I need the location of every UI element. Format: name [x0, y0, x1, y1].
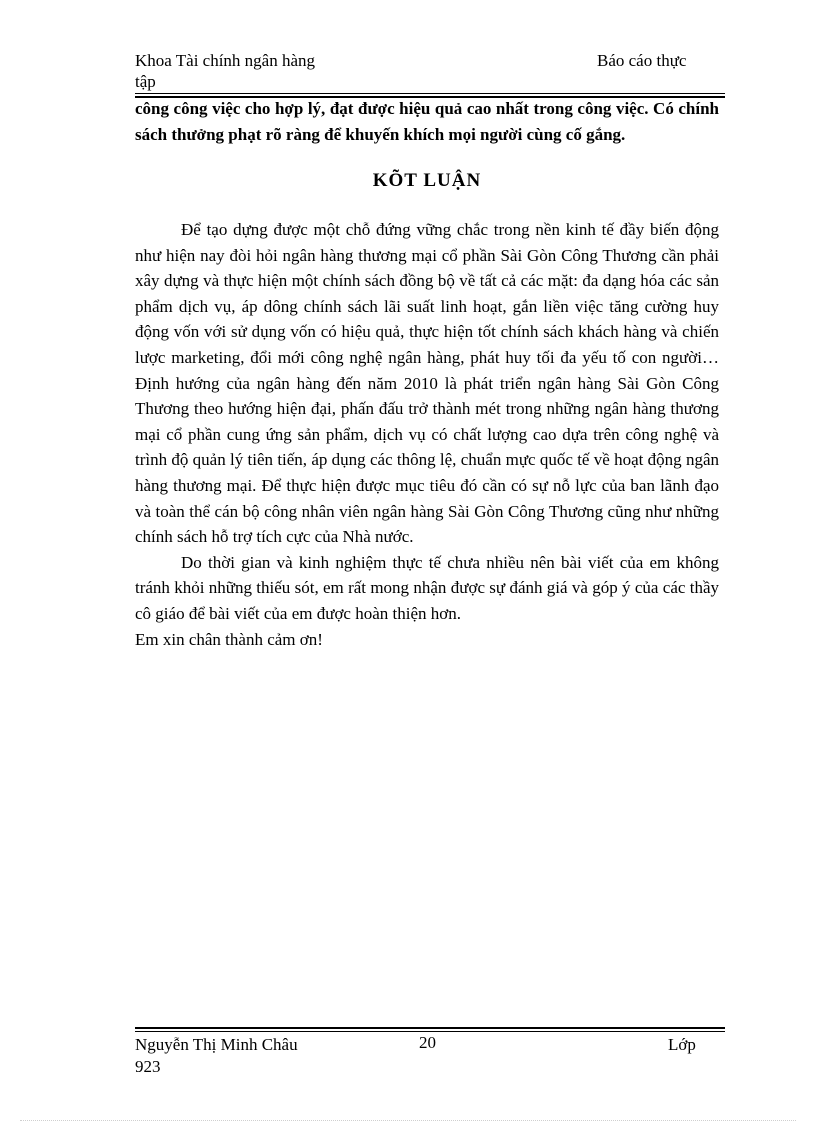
body-content — [135, 217, 719, 652]
footer-rule-top — [135, 1027, 725, 1029]
footer-author: Nguyễn Thị Minh Châu — [135, 1035, 298, 1054]
page-number: 20 — [419, 1033, 436, 1052]
header-rule-top — [135, 93, 725, 94]
header-left-line1: Khoa Tài chính ngân hàng — [135, 51, 316, 70]
section-title: KÕT LUẬN — [372, 170, 482, 191]
footer-right: Lớp — [668, 1035, 696, 1054]
header-left-line2: tập — [135, 72, 156, 91]
intro-paragraph: công công việc cho hợp lý, đạt được hiệu quả cao nhất trong công việc. Có chính sách thưởng phạt rõ ràng để khuyến khích mọi người cùng cố gắng. — [135, 99, 719, 144]
closing-line: Em xin chân thành cảm ơn! — [135, 629, 323, 649]
conclusion-paragraph-2: Do thời gian và kinh nghiệm thực tế chưa nhiều nên bài viết của em không tránh khỏi những thiếu sót, em rất mong nhận được sự đánh giá và góp ý của các thầy cô giáo để bài viết của em được hoàn thiện hơn. — [135, 552, 719, 623]
header-right: Báo cáo thực — [597, 51, 687, 70]
conclusion-paragraph-1: Để tạo dựng được một chỗ đứng vững chắc trong nền kinh tế đầy biến động như hiện nay đòi hỏi ngân hàng thương mại cổ phần Sài Gòn Công Thương cần phải xây dựng và thực hiện một chính sách đồng bộ về tất cả các mặt: đa dạng hóa các sản phẩm dịch vụ, áp dông chính sách lãi suất linh hoạt, gắn liền việc tăng cường huy động vốn với sử dụng vốn có hiệu quả, thực hiện tốt chính sách khách hàng và chiến lược marketing, đổi mới công nghệ ngân hàng, phát huy tối đa yếu tố con người…Định hướng của ngân hàng đến năm 2010 là phát triển ngân hàng Sài Gòn Công Thương theo hướng hiện đại, phấn đấu trở thành mét trong những ngân hàng thương mại cổ phần cung ứng sản phẩm, dịch vụ có chất lượng cao dựa trên công nghệ và trình độ quản lý tiên tiến, áp dụng các thông lệ, chuẩn mực quốc tế về hoạt động ngân hàng thương mại. Để thực hiện được mục tiêu đó cần có sự nỗ lực của ban lãnh đạo và toàn thể cán bộ công nhân viên ngân hàng Sài Gòn Công Thương cũng như những chính sách hỗ trợ tích cực của Nhà nước. — [135, 220, 719, 547]
footer-author-line2: 923 — [135, 1057, 161, 1076]
page-edge-dots — [20, 1120, 796, 1121]
